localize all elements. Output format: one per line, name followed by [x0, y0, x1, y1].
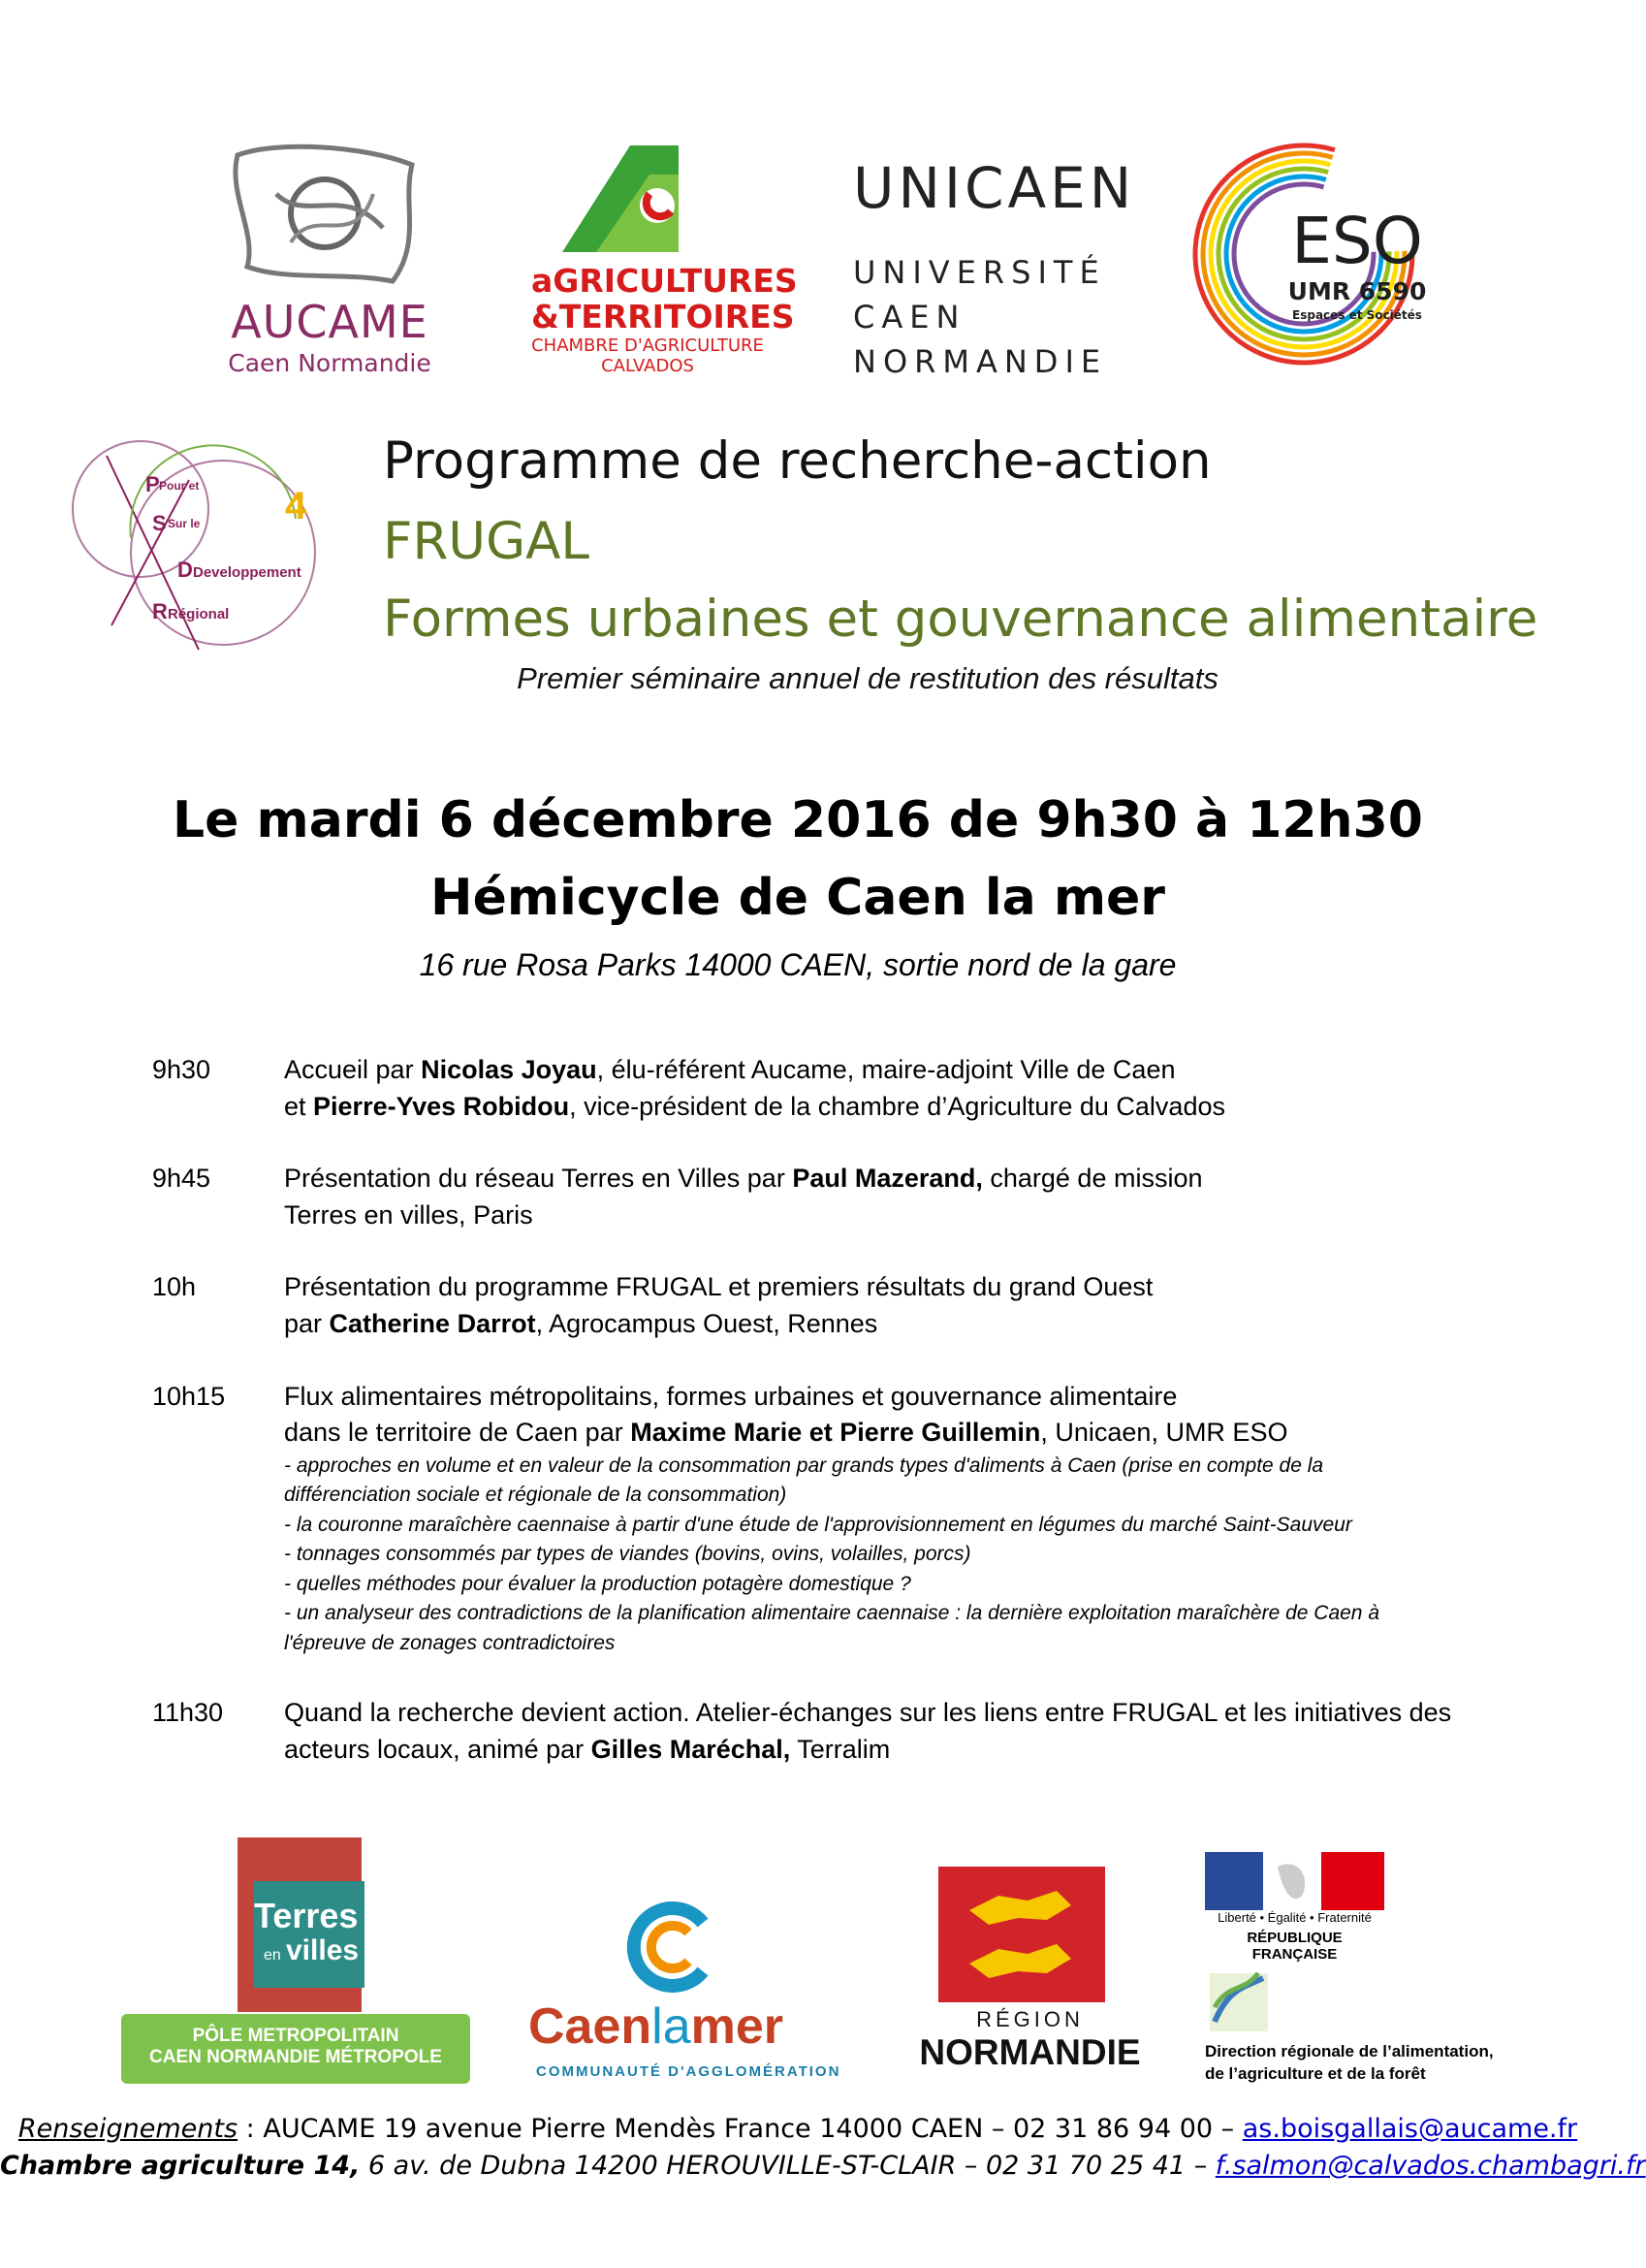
terres-line1: Terres — [254, 1896, 359, 1935]
footer-sep: : — [237, 2114, 264, 2144]
agenda-line — [284, 1092, 1225, 1122]
speaker-name: Catherine Darrot — [329, 1309, 536, 1338]
psdr-sur: Sur le — [168, 517, 201, 530]
footer-address1: 19 avenue Pierre Mendès France 14000 CAEN – 02 31 86 94 00 – — [375, 2114, 1243, 2144]
agenda-text: , élu-référent Aucame, maire-adjoint Ville de Caen — [596, 1055, 1176, 1084]
agenda-bullet: - la couronne maraîchère caennaise à partir d'une étude de l'approvisionnement en légumes du marché Saint-Sauveur — [284, 1514, 1352, 1536]
eso-title: ESO — [1291, 204, 1423, 278]
agenda-bullet: - un analyseur des contradictions de la planification alimentaire caennaise : la dernière exploitation maraîchère de Caen à — [284, 1602, 1380, 1624]
caen-la-mer-part1: Caen — [528, 1998, 652, 2055]
agenda-line — [284, 1735, 890, 1765]
agenda-text: acteurs locaux, animé par — [284, 1735, 591, 1764]
caen-la-mer-subtitle: COMMUNAUTÉ D'AGGLOMÉRATION — [536, 2063, 841, 2080]
program-subtitle: Premier séminaire annuel de restitution des résultats — [517, 661, 1219, 695]
normandie-label: NORMANDIE — [919, 2032, 1141, 2072]
agriculture-line2: &TERRITOIRES — [531, 298, 795, 335]
speaker-name: Maxime Marie et Pierre Guillemin — [630, 1418, 1041, 1447]
agenda-bullet: - quelles méthodes pour évaluer la production potagère domestique ? — [284, 1573, 911, 1595]
agenda-text: et — [284, 1092, 314, 1121]
email-link-chambre[interactable]: f.salmon@calvados.chambagri.fr — [1215, 2151, 1646, 2181]
agenda-time: 9h30 — [152, 1055, 211, 1084]
aucame-emblem-icon — [218, 136, 431, 291]
agenda-line: Quand la recherche devient action. Atelier-échanges sur les liens entre FRUGAL et les initiatives des — [284, 1698, 1452, 1727]
speaker-name: Gilles Maréchal, — [590, 1735, 791, 1764]
agenda-text: , Agrocampus Ouest, Rennes — [535, 1309, 878, 1338]
event-address: 16 rue Rosa Parks 14000 CAEN, sortie nord de la gare — [419, 947, 1177, 982]
agenda-line: Terres en villes, Paris — [284, 1200, 533, 1230]
psdr-pour: Pour et — [159, 479, 200, 493]
agenda-line — [284, 1418, 1287, 1448]
email-link-aucame[interactable]: as.boisgallais@aucame.fr — [1242, 2114, 1578, 2144]
agriculture-emblem-icon — [543, 136, 698, 257]
agenda-time: 10h15 — [152, 1382, 226, 1411]
footer-line1 — [0, 2114, 1596, 2144]
psdr-letter-d: D — [177, 558, 193, 582]
draaf-line2: de l’agriculture et de la forêt — [1205, 2064, 1426, 2083]
footer-label: Renseignements — [17, 2114, 238, 2144]
program-theme: Formes urbaines et gouvernance alimentaire — [383, 590, 1538, 649]
agenda-bullet: différenciation sociale et régionale de la consommation) — [284, 1484, 787, 1506]
caen-la-mer-part2: la — [651, 1998, 691, 2055]
agriculture-line1: aGRICULTURES — [531, 262, 798, 300]
draaf-emblem-icon — [1205, 1968, 1273, 2036]
lions-icon — [960, 1881, 1086, 1993]
region-label: RÉGION — [976, 2007, 1084, 2031]
agenda-bullet: - approches en volume et en valeur de la consommation par grands types d'aliments à Caen (prise en compte de la — [284, 1454, 1324, 1477]
psdr-letter-p: P — [145, 472, 160, 496]
psdr-letter-s: S — [152, 511, 167, 535]
speaker-name: Pierre-Yves Robidou — [313, 1092, 570, 1121]
eso-umr: UMR 6590 — [1287, 277, 1427, 305]
footer-line2 — [0, 2151, 1646, 2181]
agenda-line — [284, 1309, 877, 1339]
agenda-text: chargé de mission — [982, 1164, 1203, 1193]
footer-address2: 6 av. de Dubna 14200 HEROUVILLE-ST-CLAIR – 02 31 70 25 41 – — [360, 2151, 1216, 2181]
eso-subtitle: Espaces et Sociétés — [1292, 308, 1422, 322]
draaf-line1: Direction régionale de l’alimentation, — [1205, 2042, 1494, 2060]
draaf-text — [1205, 2040, 1494, 2085]
agenda-line — [284, 1055, 1175, 1085]
pole-metropolitain-logo — [121, 2014, 470, 2084]
event-place: Hémicycle de Caen la mer — [430, 869, 1165, 927]
agenda-text: , Unicaen, UMR ESO — [1040, 1418, 1288, 1447]
psdr-reg: Régional — [168, 606, 230, 623]
caen-la-mer-c-icon — [616, 1899, 722, 1996]
unicaen-line2: CAEN — [853, 299, 966, 335]
agenda-line: Présentation du programme FRUGAL et premiers résultats du grand Ouest — [284, 1272, 1154, 1301]
terres-line2: en — [264, 1947, 281, 1964]
speaker-name: Nicolas Joyau — [421, 1055, 597, 1084]
unicaen-brand: UNICAEN — [853, 155, 1136, 221]
caen-la-mer-part3: mer — [690, 1998, 784, 2055]
pole-line2: CAEN NORMANDIE MÉTROPOLE — [149, 2047, 442, 2067]
event-date: Le mardi 6 décembre 2016 de 9h30 à 12h30 — [173, 791, 1423, 849]
caen-la-mer-name — [528, 1997, 783, 2056]
pole-line1: PÔLE METROPOLITAIN — [192, 2026, 399, 2046]
agriculture-line4: CALVADOS — [601, 356, 694, 376]
terres-line3: villes — [286, 1934, 360, 1966]
agenda-line: Flux alimentaires métropolitains, formes urbaines et gouvernance alimentaire — [284, 1382, 1178, 1411]
agenda-time: 11h30 — [152, 1698, 224, 1727]
agenda-text: Accueil par — [284, 1055, 422, 1084]
rf-name: RÉPUBLIQUE FRANÇAISE — [1247, 1930, 1343, 1963]
agenda-text: , vice-président de la chambre d’Agriculture du Calvados — [569, 1092, 1225, 1121]
rf-motto: Liberté • Égalité • Fraternité — [1218, 1910, 1372, 1925]
agenda-bullet: l'épreuve de zonages contradictoires — [284, 1632, 616, 1654]
psdr-letter-r: R — [152, 599, 168, 623]
psdr-dev: Developpement — [193, 564, 301, 581]
agenda-text: Terralim — [790, 1735, 891, 1764]
agenda-time: 9h45 — [152, 1164, 211, 1193]
unicaen-line3: NORMANDIE — [853, 343, 1108, 380]
program-name: FRUGAL — [383, 512, 589, 571]
unicaen-line1: UNIVERSITÉ — [853, 254, 1106, 291]
program-title: Programme de recherche-action — [383, 431, 1212, 491]
psdr-number: 4 — [285, 485, 307, 527]
speaker-name: Paul Mazerand, — [792, 1164, 983, 1193]
agenda-text: dans le territoire de Caen par — [284, 1418, 631, 1447]
footer-aucame: AUCAME — [263, 2114, 376, 2144]
aucame-subtitle: Caen Normandie — [228, 349, 431, 377]
agriculture-line3: CHAMBRE D'AGRICULTURE — [531, 335, 764, 356]
agenda-line — [284, 1164, 1203, 1194]
aucame-name: AUCAME — [231, 296, 428, 348]
psdr-circle-icon — [102, 441, 334, 669]
agenda-time: 10h — [152, 1272, 197, 1301]
agenda-bullet: - tonnages consommés par types de viandes (bovins, ovins, volailles, porcs) — [284, 1543, 971, 1565]
footer-chambre: Chambre agriculture 14, — [0, 2151, 361, 2181]
agenda-text: par — [284, 1309, 330, 1338]
agenda-text: Présentation du réseau Terres en Villes par — [284, 1164, 793, 1193]
